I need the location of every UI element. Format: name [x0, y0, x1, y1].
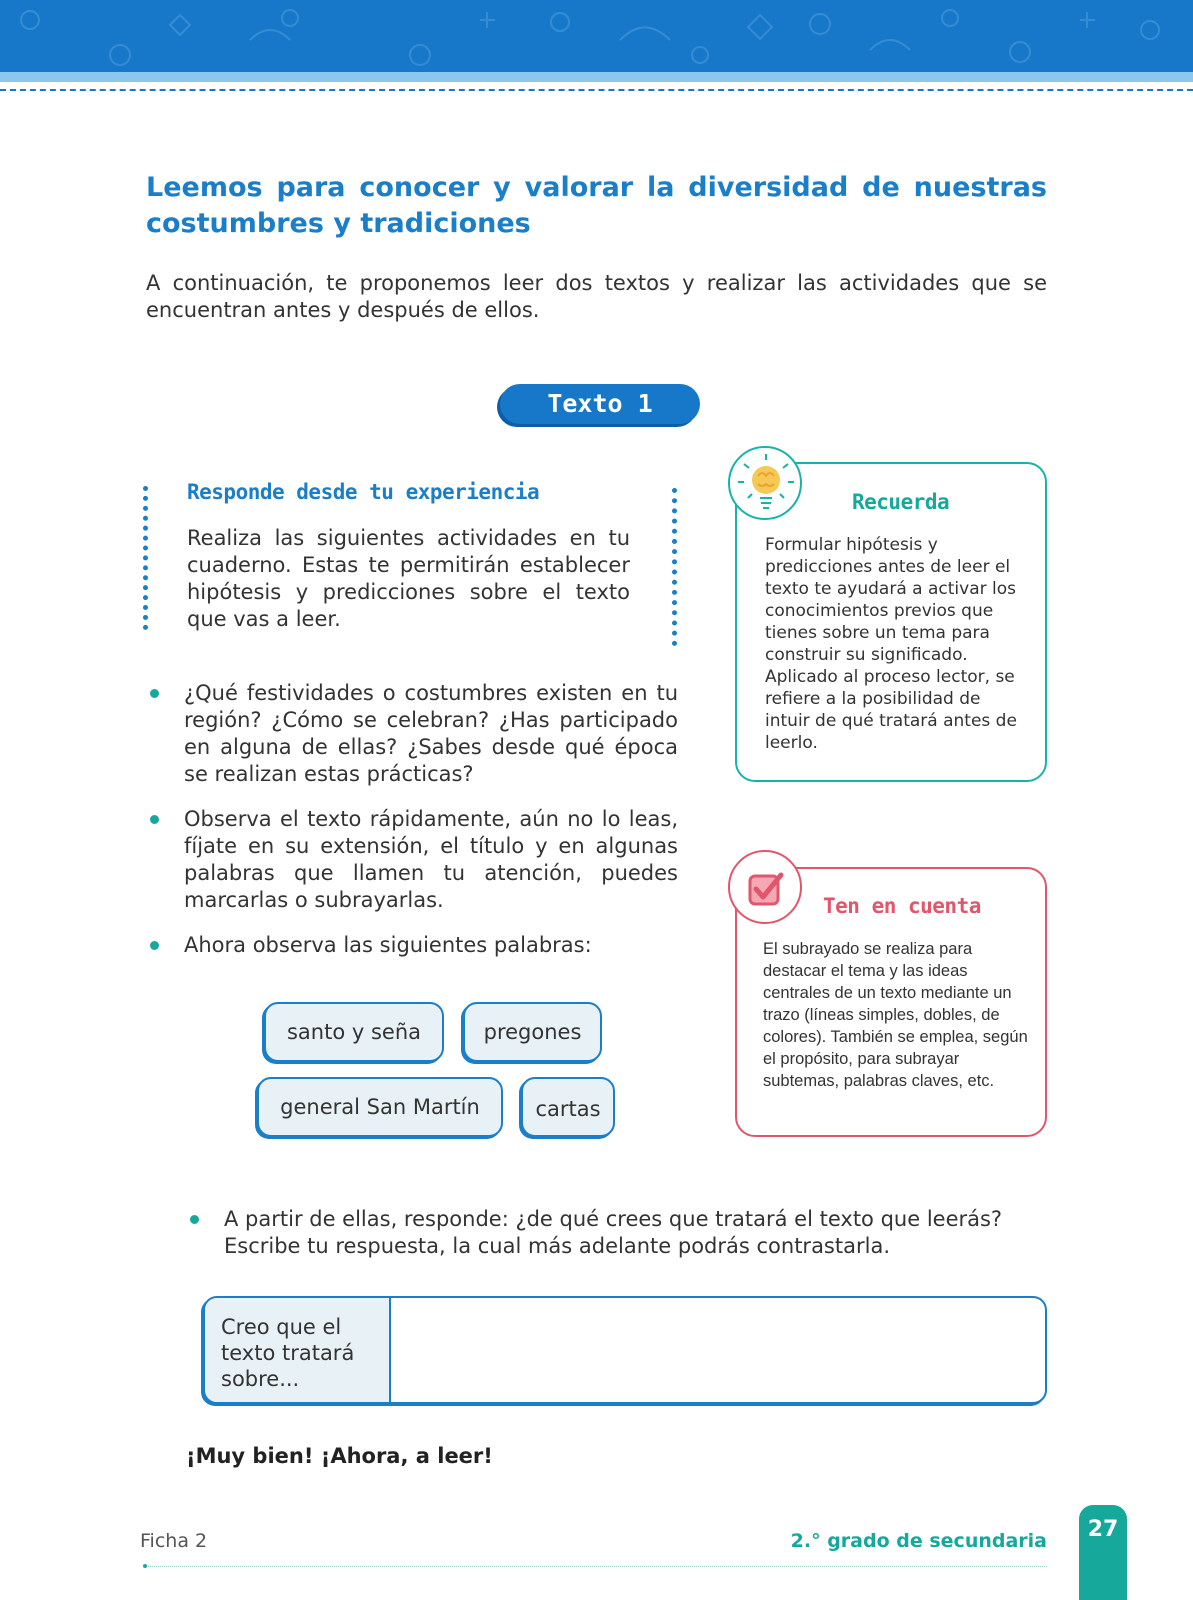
word-chip: santo y seña: [264, 1002, 444, 1062]
list-item: A partir de ellas, responde: ¿de qué crees que tratará el texto que leerás? Escribe tu respuesta, la cual más adelante podrás contrastarla.: [190, 1206, 1070, 1260]
header-strip: [0, 72, 1193, 82]
lightbulb-brain-icon: [728, 446, 802, 520]
header-banner: [0, 0, 1193, 72]
word-chip: pregones: [463, 1002, 602, 1062]
bullet-icon: [150, 941, 159, 950]
checkbox-check-icon: [728, 850, 802, 924]
experience-heading: Responde desde tu experiencia: [187, 480, 540, 504]
closing-text: ¡Muy bien! ¡Ahora, a leer!: [186, 1444, 493, 1468]
page-number: 27: [1079, 1505, 1127, 1600]
answer-field[interactable]: [391, 1298, 1045, 1402]
list-item: Ahora observa las siguientes palabras:: [150, 932, 678, 959]
section-label: Texto 1: [500, 384, 700, 424]
list-item: Observa el texto rápidamente, aún no lo leas, fíjate en su extensión, el título y en algunas palabras que llamen tu atención, puedes marcarlas o subrayarlas.: [150, 806, 678, 914]
intro-paragraph: A continuación, te proponemos leer dos textos y realizar las actividades que se encuentran antes y después de ellos.: [146, 271, 1047, 322]
dotted-divider-right: [672, 488, 677, 646]
word-chip: cartas: [521, 1077, 615, 1137]
footer-grade: 2.° grado de secundaria: [790, 1530, 1047, 1552]
experience-text: Realiza las siguientes actividades en tu cuaderno. Estas te permitirán establecer hipótesis y predicciones sobre el texto que vas a leer.: [187, 526, 630, 631]
doodle-pattern-icon: [0, 0, 1193, 72]
footer-divider: [144, 1566, 1047, 1567]
bullet-icon: [190, 1215, 199, 1224]
footer-dot-icon: [143, 1564, 147, 1568]
dotted-divider-left: [143, 486, 148, 630]
footer-ficha: Ficha 2: [140, 1530, 208, 1552]
bullet-icon: [150, 689, 159, 698]
ten-en-cuenta-heading: Ten en cuenta: [823, 894, 981, 918]
recuerda-heading: Recuerda: [852, 490, 950, 514]
page-title: Leemos para conocer y valorar la diversidad de nuestras costumbres y tradiciones: [146, 172, 1047, 239]
ten-en-cuenta-text: El subrayado se realiza para destacar el tema y las ideas centrales de un texto mediante un trazo (líneas simples, dobles, de colores). También se emplea, según el propósito, para subrayar subtemas, palabras claves, etc.: [763, 940, 1028, 1090]
answer-box: [203, 1296, 1047, 1404]
bullet-icon: [150, 815, 159, 824]
recuerda-text: Formular hipótesis y predicciones antes de leer el texto te ayudará a activar los conocimientos previos que tienes sobre un tema para construir su significado. Aplicado al proceso lector, se refiere a la posibilidad de intuir de qué tratará antes de leerlo.: [765, 535, 1017, 753]
activity-list: [150, 680, 678, 959]
word-chip: general San Martín: [257, 1077, 503, 1137]
final-instruction: [190, 1206, 1070, 1260]
list-item: ¿Qué festividades o costumbres existen en tu región? ¿Cómo se celebran? ¿Has participado en alguna de ellas? ¿Sabes desde qué época se realizan estas prácticas?: [150, 680, 678, 788]
header-divider: [0, 89, 1193, 91]
answer-label: Creo que el texto tratará sobre...: [205, 1298, 391, 1402]
